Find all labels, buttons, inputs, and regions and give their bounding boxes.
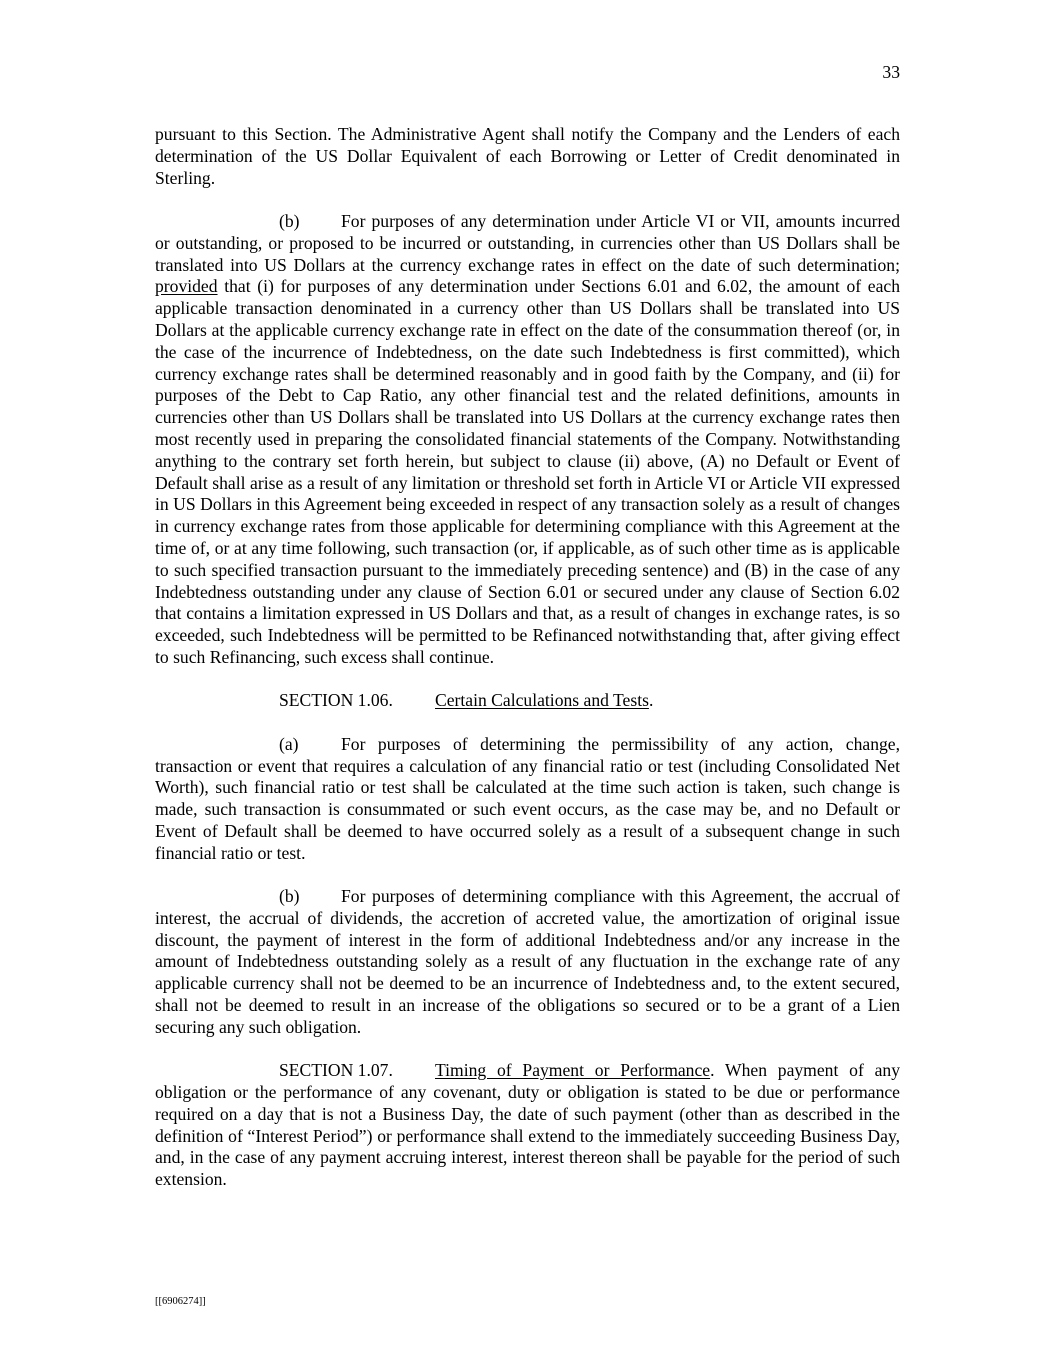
section-title: Certain Calculations and Tests bbox=[435, 690, 649, 711]
clause-text: For purposes of any determination under Article VI or VII, amounts incurred or outstanding, or proposed to be incurred or outstanding, in currencies other than US Dollars shall be translated into US Dollars at the currency exchange rates in effect on the date of such determination; bbox=[155, 210, 900, 275]
section-1-06-heading bbox=[155, 690, 900, 712]
clause-text: For purposes of determining compliance with this Agreement, the accrual of interest, the accrual of dividends, the accretion of accreted value, the amortization of original issue discount, the payment of interest in the form of additional Indebtedness and/or any increase in the amount of Indebtedness outstanding solely as a result of any fluctuation in the exchange rate of any applicable currency shall not be deemed to be an incurrence of Indebtedness and, to the extent secured, shall not be deemed to result in an increase of the obligations so secured or to be a grant of a Lien securing any such obligation. bbox=[155, 886, 900, 1037]
paragraph-1-05-b bbox=[155, 211, 900, 669]
section-title: Timing of Payment or Performance bbox=[435, 1060, 711, 1081]
paragraph-continuation: pursuant to this Section. The Administrative Agent shall notify the Company and the Lenders of each determination of the US Dollar Equivalent of each Borrowing or Letter of Credit denominated in Sterling. bbox=[155, 124, 900, 188]
section-number: SECTION 1.06. bbox=[279, 690, 393, 711]
section-1-07 bbox=[155, 1060, 900, 1191]
section-text: . When payment of any obligation or the performance of any covenant, duty or obligation is stated to be due or performance required on a day that is not a Business Day, the date of such payment (other than as described in the definition of “Interest Period”) or performance shall extend to the immediately succeeding Business Day, and, in the case of any payment accruing interest, interest thereon shall be payable for the period of such extension. bbox=[155, 1060, 900, 1190]
page-number: 33 bbox=[882, 62, 900, 82]
clause-text: that (i) for purposes of any determination under Sections 6.01 and 6.02, the amount of each applicable transaction denominated in a currency other than US Dollars shall be translated into US Dollars at the applicable currency exchange rate in effect on the date of the consummation thereof (or, in the case of the incurrence of Indebtedness, on the date such Indebtedness is first committed), which currency exchange rates shall be determined reasonably and in good faith by the Company, and (ii) for purposes of the Debt to Cap Ratio, any other financial test and the related definitions, amounts in currencies other than US Dollars shall be translated into US Dollars at the currency exchange rates then most recently used in preparing the consolidated financial statements of the Company. Notwithstanding anything to the contrary set forth herein, but subject to clause (ii) above, (A) no Default or Event of Default shall arise as a result of any limitation or threshold set forth in Article VI or Article VII expressed in US Dollars in this Agreement being exceeded in respect of any transaction solely as a result of changes in currency exchange rates from those applicable for determining compliance with this Agreement at the time of, or at any time following, such transaction (or, if applicable, as of such other time as is applicable to such specified transaction pursuant to the immediately preceding sentence) and (B) in the case of any Indebtedness outstanding under any clause of Section 6.01 or secured under any clause of Section 6.02 that contains a limitation expressed in US Dollars and that, as a result of changes in exchange rates, is so exceeded, such Indebtedness will be permitted to be Refinanced notwithstanding that, after giving effect to such Refinancing, such excess shall continue. bbox=[155, 276, 900, 667]
paragraph-1-06-a bbox=[155, 734, 900, 865]
clause-label: (b) bbox=[279, 886, 300, 907]
clause-label: (a) bbox=[279, 733, 299, 754]
document-body bbox=[155, 124, 900, 1213]
section-title-period: . bbox=[648, 690, 654, 711]
provided-term: provided bbox=[155, 276, 218, 297]
document-id: [[6906274]] bbox=[155, 1296, 206, 1307]
section-number: SECTION 1.07. bbox=[279, 1060, 393, 1081]
clause-label: (b) bbox=[279, 210, 300, 231]
paragraph-1-06-b bbox=[155, 886, 900, 1039]
clause-text: For purposes of determining the permissibility of any action, change, transaction or event that requires a calculation of any financial ratio or test (including Consolidated Net Worth), such financial ratio or test shall be calculated at the time such action is taken, such change is made, such transaction is consummated or such event occurs, as the case may be, and no Default or Event of Default shall be deemed to have occurred solely as a result of a subsequent change in such financial ratio or test. bbox=[155, 733, 900, 863]
